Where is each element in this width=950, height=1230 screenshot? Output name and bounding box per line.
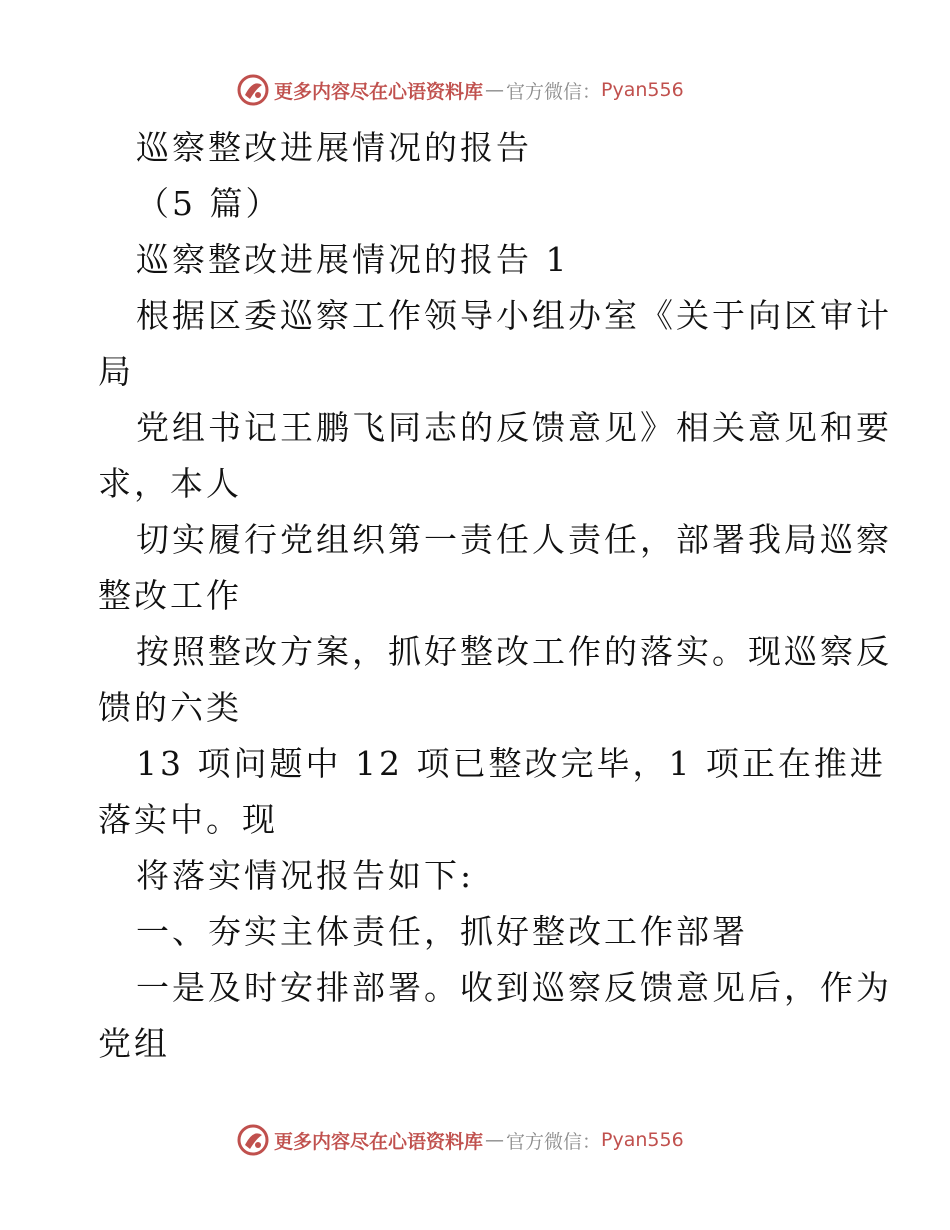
paragraph-line: 党组书记王鹏飞同志的反馈意见》相关意见和要 — [136, 408, 892, 447]
watermark-wechat-id: Pyan556 — [601, 1129, 684, 1151]
document-body — [98, 120, 892, 1072]
seal-logo-icon — [236, 73, 270, 107]
watermark-dash: — — [485, 1129, 505, 1151]
watermark-text: 更多内容尽在心语资料库 — [274, 1130, 484, 1153]
paragraph-line: 将落实情况报告如下: — [136, 856, 475, 895]
watermark-dash: — — [485, 79, 505, 101]
section-title: 巡察整改进展情况的报告 1 — [136, 240, 570, 279]
document-title: 巡察整改进展情况的报告 — [136, 128, 532, 167]
footer-watermark — [236, 1122, 684, 1158]
watermark-text: 更多内容尽在心语资料库 — [274, 80, 484, 103]
paragraph-line: 局 — [98, 352, 134, 391]
paragraph-line: 整改工作 — [98, 576, 242, 615]
paragraph-line: 按照整改方案，抓好整改工作的落实。现巡察反 — [136, 632, 892, 671]
header-watermark — [236, 72, 684, 108]
paragraph-line: 一是及时安排部署。收到巡察反馈意见后，作为 — [136, 968, 892, 1007]
paragraph-line: 落实中。现 — [98, 800, 278, 839]
paragraph-line: 党组 — [98, 1024, 170, 1063]
section-heading: 一、夯实主体责任，抓好整改工作部署 — [136, 912, 748, 951]
paragraph-line: 馈的六类 — [98, 688, 242, 727]
document-count: （5 篇） — [136, 184, 282, 223]
paragraph-line: 切实履行党组织第一责任人责任，部署我局巡察 — [136, 520, 892, 559]
watermark-wechat-label: 官方微信： — [506, 80, 602, 103]
paragraph-line: 13 项问题中 12 项已整改完毕，1 项正在推进 — [136, 744, 886, 783]
watermark-wechat-id: Pyan556 — [601, 79, 684, 101]
seal-logo-icon — [236, 1123, 270, 1157]
paragraph-line: 根据区委巡察工作领导小组办室《关于向区审计 — [136, 296, 892, 335]
watermark-wechat-label: 官方微信： — [506, 1130, 602, 1153]
paragraph-line: 求，本人 — [98, 464, 242, 503]
